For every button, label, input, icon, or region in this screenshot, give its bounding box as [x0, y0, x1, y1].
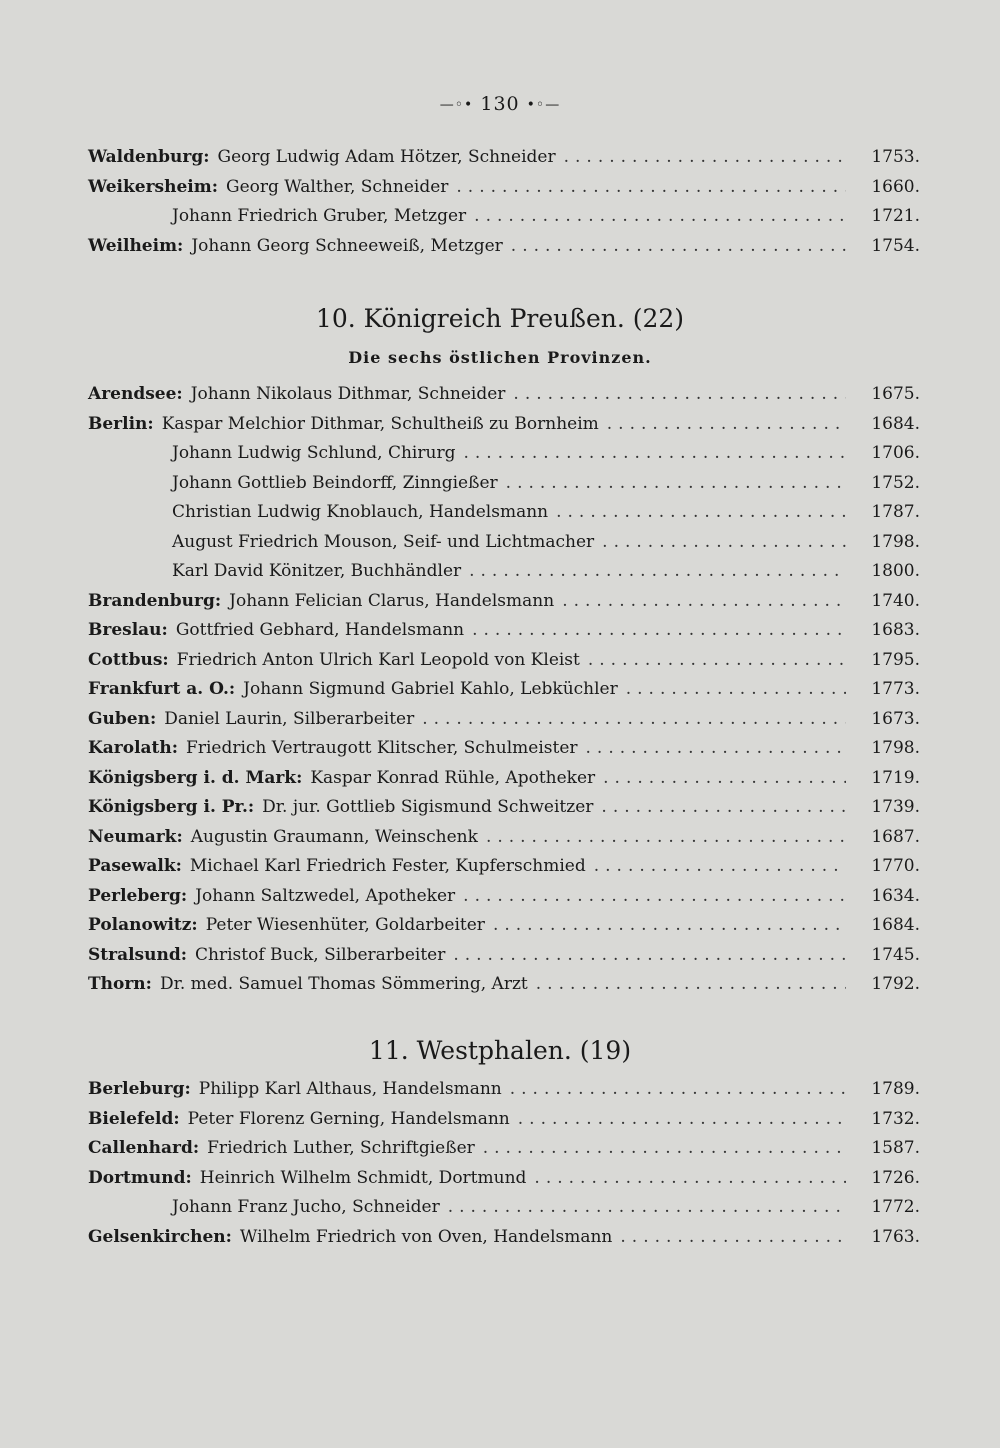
entry-name: Johann Ludwig Schlund, Chirurg — [172, 443, 456, 463]
leader-dots — [556, 498, 846, 528]
entry-row — [88, 911, 920, 941]
entry-place: Brandenburg: — [88, 590, 222, 611]
entry-place: Stralsund: — [88, 944, 188, 965]
entry-year: 1673. — [871, 708, 920, 729]
leader-dots — [586, 734, 846, 764]
entry-name: Johann Friedrich Gruber, Metzger — [172, 206, 467, 226]
section-11-title: 11. Westphalen. (19) — [368, 1036, 632, 1065]
entry-year: 1740. — [871, 590, 920, 611]
leader-dots — [603, 764, 846, 794]
entry-year: 1763. — [871, 1226, 920, 1247]
entry-name: Johann Sigmund Gabriel Kahlo, Lebküchler — [243, 679, 618, 699]
entry-place: Breslau: — [88, 620, 168, 640]
entry-list-1 — [88, 143, 920, 261]
entry-name: Georg Walther, Schneider — [226, 176, 449, 197]
entry-name: Gottfried Gebhard, Handelsmann — [175, 620, 465, 640]
entry-row — [88, 498, 920, 528]
entry-row — [88, 705, 920, 735]
entry-place: Dortmund: — [88, 1167, 192, 1188]
entry-year: 1721. — [871, 206, 920, 226]
leader-dots — [601, 793, 846, 823]
leader-dots — [456, 173, 846, 203]
entry-row — [88, 1193, 920, 1223]
entry-row — [88, 764, 920, 794]
entry-row — [88, 1105, 920, 1135]
entry-year: 1745. — [871, 944, 920, 965]
entry-year: 1753. — [871, 147, 920, 167]
entry-year: 1770. — [871, 856, 920, 876]
entry-row — [88, 202, 920, 232]
entry-place: Pasewalk: — [88, 856, 182, 876]
entry-name: Wilhelm Friedrich von Oven, Handelsmann — [239, 1226, 613, 1247]
leader-dots — [513, 380, 846, 410]
leader-dots — [602, 528, 846, 558]
entry-year: 1732. — [871, 1108, 920, 1129]
entry-row — [88, 646, 920, 676]
entry-name: Johann Georg Schneeweiß, Metzger — [191, 235, 503, 256]
entry-name: Christof Buck, Silberarbeiter — [195, 944, 446, 965]
entry-row — [88, 143, 920, 173]
entry-name: Michael Karl Friedrich Fester, Kupferschmied — [189, 856, 586, 876]
entry-row — [88, 469, 920, 499]
entry-year: 1675. — [871, 384, 920, 404]
entry-place: Weikersheim: — [88, 176, 218, 197]
entry-year: 1683. — [871, 620, 920, 640]
entry-row — [88, 439, 920, 469]
entry-row — [88, 675, 920, 705]
entry-name: Johann Franz Jucho, Schneider — [172, 1197, 440, 1217]
entry-year: 1752. — [871, 472, 920, 493]
entry-name: Friedrich Anton Ulrich Karl Leopold von Kleist — [176, 649, 580, 670]
leader-dots — [588, 646, 846, 676]
section-10-title: 10. Königreich Preußen. (22) — [315, 304, 685, 333]
leader-dots — [463, 439, 846, 469]
entry-year: 1726. — [871, 1167, 920, 1188]
leader-dots — [518, 1105, 846, 1135]
entry-year: 1739. — [871, 797, 920, 817]
entry-year: 1706. — [871, 443, 920, 463]
leader-dots — [422, 705, 846, 735]
entry-place: Neumark: — [88, 826, 183, 847]
entry-name: Christian Ludwig Knoblauch, Handelsmann — [172, 502, 549, 522]
leader-dots — [453, 941, 846, 971]
entry-year: 1687. — [871, 826, 920, 847]
leader-dots — [564, 143, 846, 173]
entry-row — [88, 1164, 920, 1194]
leader-dots — [486, 823, 846, 853]
entry-year: 1789. — [871, 1079, 920, 1099]
entry-year: 1587. — [871, 1138, 920, 1158]
entry-place: Gelsenkirchen: — [88, 1226, 232, 1247]
entry-name: Kaspar Konrad Rühle, Apotheker — [310, 767, 596, 788]
entry-row — [88, 173, 920, 203]
leader-dots — [536, 970, 846, 1000]
entry-place: Cottbus: — [88, 649, 169, 670]
entry-name: Johann Nikolaus Dithmar, Schneider — [190, 384, 506, 404]
entry-place: Perleberg: — [88, 885, 188, 906]
entry-year: 1773. — [871, 679, 920, 699]
entry-name: Daniel Laurin, Silberarbeiter — [164, 708, 415, 729]
entry-name: Peter Wiesenhüter, Goldarbeiter — [205, 915, 485, 935]
entry-place: Thorn: — [88, 974, 152, 994]
entry-year: 1792. — [871, 974, 920, 994]
leader-dots — [511, 232, 846, 262]
entry-row — [88, 970, 920, 1000]
entry-place: Arendsee: — [88, 384, 183, 404]
entry-place: Berlin: — [88, 413, 154, 434]
leader-dots — [506, 469, 846, 499]
entry-name: Johann Felician Clarus, Handelsmann — [229, 590, 555, 611]
entry-year: 1798. — [871, 738, 920, 758]
entry-place: Bielefeld: — [88, 1108, 180, 1129]
leader-dots — [626, 675, 846, 705]
leader-dots — [469, 557, 846, 587]
entry-name: Heinrich Wilhelm Schmidt, Dortmund — [199, 1167, 527, 1188]
entry-row — [88, 941, 920, 971]
leader-dots — [562, 587, 846, 617]
entry-place: Königsberg i. Pr.: — [88, 797, 255, 817]
entry-row — [88, 882, 920, 912]
entry-place: Königsberg i. d. Mark: — [88, 767, 303, 788]
page-header — [0, 93, 1000, 115]
entry-place: Callenhard: — [88, 1138, 200, 1158]
entry-year: 1787. — [871, 502, 920, 522]
entry-row — [88, 410, 920, 440]
leader-dots — [607, 410, 846, 440]
entry-row — [88, 587, 920, 617]
entry-row — [88, 528, 920, 558]
leader-dots — [510, 1075, 846, 1105]
entry-name: Dr. med. Samuel Thomas Sömmering, Arzt — [159, 974, 528, 994]
entry-name: Kaspar Melchior Dithmar, Schultheiß zu Bornheim — [161, 413, 599, 434]
leader-dots — [472, 616, 846, 646]
entry-row — [88, 734, 920, 764]
leader-dots — [534, 1164, 846, 1194]
entry-year: 1719. — [871, 767, 920, 788]
entry-row — [88, 1223, 920, 1253]
entry-name: Philipp Karl Althaus, Handelsmann — [198, 1079, 502, 1099]
entry-name: Johann Gottlieb Beindorff, Zinngießer — [172, 472, 498, 493]
entry-place: Karolath: — [88, 738, 179, 758]
entry-place: Waldenburg: — [88, 147, 210, 167]
entry-year: 1795. — [871, 649, 920, 670]
entry-name: Peter Florenz Gerning, Handelsmann — [187, 1108, 510, 1129]
entry-row — [88, 616, 920, 646]
entry-place: Guben: — [88, 708, 157, 729]
entry-name: Karl David Könitzer, Buchhändler — [172, 561, 462, 581]
entry-row — [88, 793, 920, 823]
entry-name: Georg Ludwig Adam Hötzer, Schneider — [217, 147, 556, 167]
entry-name: Dr. jur. Gottlieb Sigismund Schweitzer — [262, 797, 594, 817]
section-10-subtitle: Die sechs östlichen Provinzen. — [348, 348, 652, 367]
entry-row — [88, 232, 920, 262]
leader-dots — [483, 1134, 846, 1164]
leader-dots — [474, 202, 846, 232]
entry-place: Weilheim: — [88, 235, 184, 256]
entry-place: Polanowitz: — [88, 915, 198, 935]
entry-name: Augustin Graumann, Weinschenk — [190, 826, 478, 847]
entry-year: 1660. — [871, 176, 920, 197]
entry-year: 1754. — [871, 235, 920, 256]
entry-row — [88, 1134, 920, 1164]
entry-row — [88, 380, 920, 410]
entry-year: 1800. — [871, 561, 920, 581]
leader-dots — [493, 911, 846, 941]
entry-name: Friedrich Luther, Schriftgießer — [207, 1138, 475, 1158]
entry-year: 1798. — [871, 531, 920, 552]
entry-place: Berleburg: — [88, 1079, 191, 1099]
ornament-right: •◦— — [526, 97, 561, 113]
entry-year: 1772. — [871, 1197, 920, 1217]
entry-year: 1684. — [871, 413, 920, 434]
entry-row — [88, 1075, 920, 1105]
leader-dots — [594, 852, 846, 882]
entry-name: Friedrich Vertraugott Klitscher, Schulmeister — [186, 738, 578, 758]
entry-row — [88, 823, 920, 853]
entry-place: Frankfurt a. O.: — [88, 679, 236, 699]
leader-dots — [463, 882, 846, 912]
entry-name: August Friedrich Mouson, Seif- und Lichtmacher — [172, 531, 595, 552]
leader-dots — [448, 1193, 846, 1223]
entry-list-2 — [88, 380, 920, 1000]
leader-dots — [620, 1223, 846, 1253]
entry-year: 1634. — [871, 885, 920, 906]
entry-row — [88, 557, 920, 587]
entry-name: Johann Saltzwedel, Apotheker — [195, 885, 456, 906]
ornament-left: —◦• — [439, 97, 474, 113]
entry-row — [88, 852, 920, 882]
entry-list-3 — [88, 1075, 920, 1252]
page-number: 130 — [480, 93, 520, 115]
entry-year: 1684. — [871, 915, 920, 935]
